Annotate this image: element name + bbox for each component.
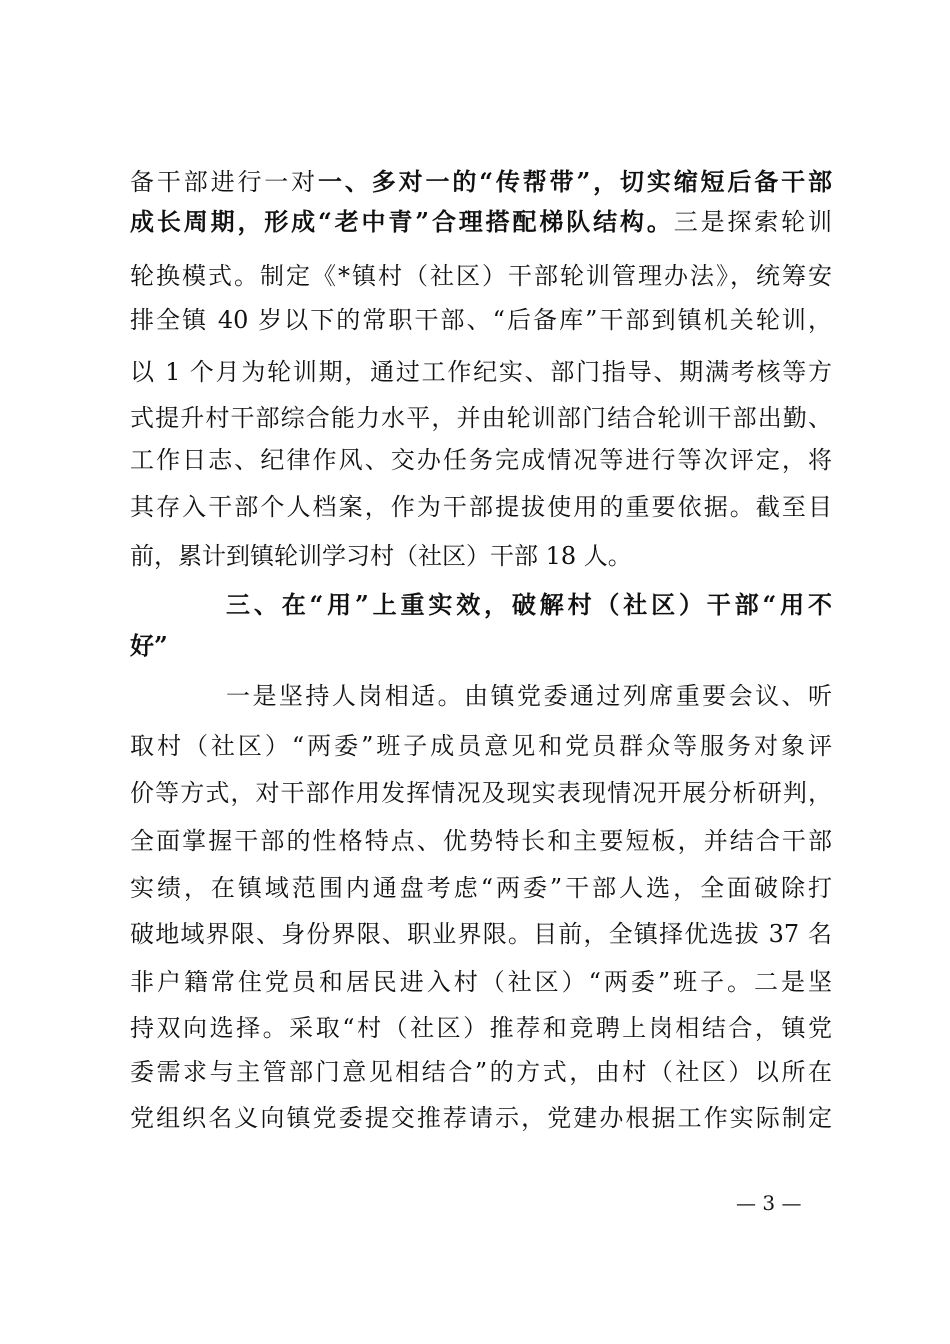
text-run: 破地域界限、身份界限、职业界限。目前，全镇择优选拔 37 名 xyxy=(130,920,832,948)
text-run: 备干部进行一对 xyxy=(130,168,319,196)
text-line xyxy=(130,1008,832,1048)
text-run: 全面掌握干部的性格特点、优势特长和主要短板，并结合干部 xyxy=(130,827,832,855)
text-run: 轮换模式。制定《*镇村（社区）干部轮训管理办法》，统筹安 xyxy=(130,262,832,290)
text-run: 党组织名义向镇党委提交推荐请示，党建办根据工作实际制定 xyxy=(130,1104,832,1132)
text-run: 以 1 个月为轮训期，通过工作纪实、部门指导、期满考核等方 xyxy=(130,358,832,386)
bold-text-run: 一、多对一的“传帮带”，切实缩短后备干部 xyxy=(318,167,832,196)
text-run: 价等方式，对干部作用发挥情况及现实表现情况开展分析研判， xyxy=(130,779,832,807)
text-run: 前，累计到镇轮训学习村（社区）干部 18 人。 xyxy=(130,542,632,570)
bold-text-run: 成长周期，形成“老中青”合理搭配梯队结构。 xyxy=(130,207,674,236)
text-line xyxy=(130,162,832,202)
text-line xyxy=(130,962,832,1002)
text-line xyxy=(130,773,832,813)
text-line xyxy=(130,536,832,576)
text-line xyxy=(130,487,832,527)
bold-text-run: 三、在“用”上重实效，破解村（社区）干部“用不 xyxy=(226,590,832,619)
text-line xyxy=(226,585,832,625)
text-line xyxy=(130,202,832,242)
page-number: — 3 — xyxy=(736,1191,802,1215)
text-run: 持双向选择。采取“村（社区）推荐和竞聘上岗相结合，镇党 xyxy=(130,1014,832,1042)
text-line xyxy=(130,256,832,296)
text-run: 实绩，在镇域范围内通盘考虑“两委”干部人选，全面破除打 xyxy=(130,874,832,902)
text-run: 工作日志、纪律作风、交办任务完成情况等进行等次评定，将 xyxy=(130,446,832,474)
text-line xyxy=(226,676,832,716)
bold-text-run: 好” xyxy=(130,631,168,660)
text-line xyxy=(130,726,832,766)
text-run: 其存入干部个人档案，作为干部提拔使用的重要依据。截至目 xyxy=(130,493,832,521)
text-run: 取村（社区）“两委”班子成员意见和党员群众等服务对象评 xyxy=(130,732,832,760)
text-line xyxy=(130,821,832,861)
text-line xyxy=(130,868,832,908)
text-run: 排全镇 40 岁以下的常职干部、“后备库”干部到镇机关轮训， xyxy=(130,306,832,334)
text-run: 一是坚持人岗相适。由镇党委通过列席重要会议、听 xyxy=(226,682,832,710)
text-line xyxy=(130,352,832,392)
text-line xyxy=(130,626,832,666)
text-line xyxy=(130,1098,832,1138)
text-run: 委需求与主管部门意见相结合”的方式，由村（社区）以所在 xyxy=(130,1058,832,1086)
text-line xyxy=(130,914,832,954)
text-line xyxy=(130,300,832,340)
text-run: 非户籍常住党员和居民进入村（社区）“两委”班子。二是坚 xyxy=(130,968,832,996)
text-run: 式提升村干部综合能力水平，并由轮训部门结合轮训干部出勤、 xyxy=(130,404,832,432)
text-line xyxy=(130,398,832,438)
text-line xyxy=(130,1052,832,1092)
text-run: 三是探索轮训 xyxy=(673,208,832,236)
text-line xyxy=(130,440,832,480)
